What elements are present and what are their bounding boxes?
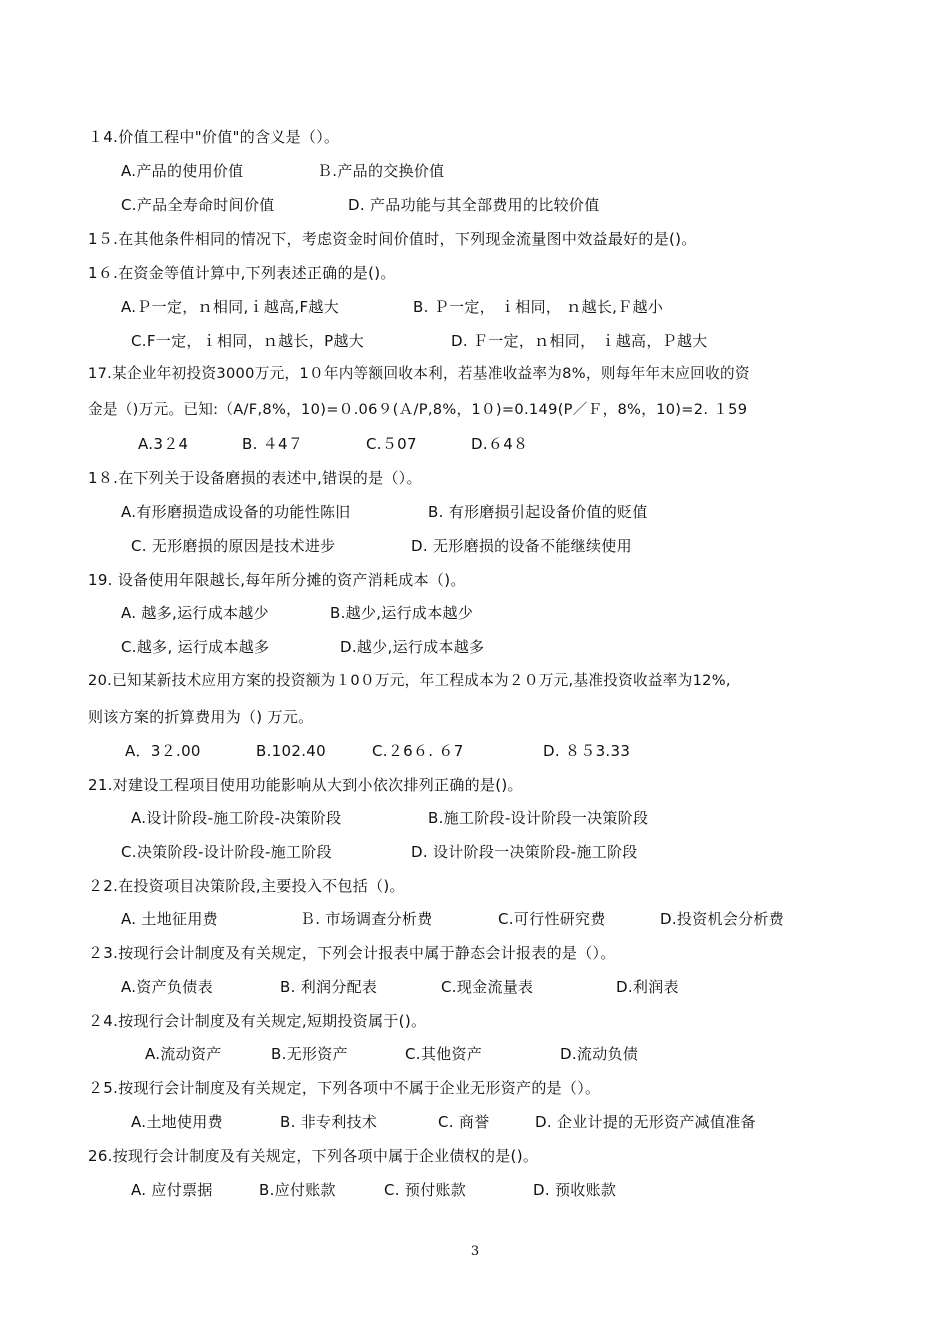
option-20-a: A．3２.00 [125, 742, 201, 760]
option-26-b: B.应付账款 [259, 1181, 336, 1199]
option-14-a: A.产品的使用价值 [121, 162, 244, 180]
option-22-b: Ｂ. 市场调查分析费 [300, 910, 433, 928]
option-23-a: A.资产负债表 [121, 978, 213, 996]
option-21-d: D. 设计阶段一决策阶段-施工阶段 [411, 843, 638, 861]
option-19-b: B.越少,运行成本越少 [330, 604, 474, 622]
question-14-stem: １4.价值工程中"价值"的含义是（）。 [88, 128, 340, 146]
option-17-c: C.５07 [366, 435, 417, 453]
option-16-a: A.Ｐ一定，ｎ相同,ｉ越高,F越大 [121, 298, 340, 316]
option-20-b: B.102.40 [256, 742, 326, 760]
question-20-stem-line-2: 则该方案的折算费用为（) 万元。 [88, 708, 314, 726]
question-23-stem: ２3.按现行会计制度及有关规定，下列会计报表中属于静态会计报表的是（）。 [88, 944, 616, 962]
option-25-b: B. 非专利技术 [280, 1113, 378, 1131]
option-21-c: C.决策阶段-设计阶段-施工阶段 [121, 843, 332, 861]
option-26-a: A. 应付票据 [131, 1181, 213, 1199]
question-18-stem: 1８.在下列关于设备磨损的表述中,错误的是（）。 [88, 469, 422, 487]
option-16-b: B. Ｐ一定， ｉ相同， ｎ越长,Ｆ越小 [413, 298, 664, 316]
option-26-c: C. 预付账款 [384, 1181, 467, 1199]
option-18-b: B. 有形磨损引起设备价值的贬值 [428, 503, 648, 521]
option-20-d: D. ８５3.33 [543, 742, 631, 760]
option-18-d: D. 无形磨损的设备不能继续使用 [411, 537, 632, 555]
option-14-d: D. 产品功能与其全部费用的比较价值 [348, 196, 600, 214]
option-17-d: D.６4８ [471, 435, 529, 453]
option-25-c: C. 商誉 [438, 1113, 490, 1131]
option-23-b: B. 利润分配表 [280, 978, 378, 996]
option-22-c: C.可行性研究费 [498, 910, 606, 928]
question-19-stem: 19. 设备使用年限越长,每年所分摊的资产消耗成本（)。 [88, 571, 466, 589]
question-21-stem: 21.对建设工程项目使用功能影响从大到小依次排列正确的是()。 [88, 776, 523, 794]
option-16-c: C.F一定，ｉ相同，ｎ越长，P越大 [131, 332, 365, 350]
question-24-stem: ２4.按现行会计制度及有关规定,短期投资属于()。 [88, 1012, 427, 1030]
option-25-d: D. 企业计提的无形资产减值准备 [535, 1113, 756, 1131]
option-17-b: B. ４4７ [242, 435, 304, 453]
option-21-b: B.施工阶段-设计阶段一决策阶段 [428, 809, 649, 827]
option-19-c: C.越多, 运行成本越多 [121, 638, 270, 656]
question-17-stem-line-2: 金是（)万元。已知:（A/F,8%，10)=０.06９(Ａ/P,8%，1０)=0.149(P／Ｆ，8%，10)=2. １59 [88, 401, 748, 418]
option-23-c: C.现金流量表 [441, 978, 534, 996]
option-19-a: A. 越多,运行成本越少 [121, 604, 269, 622]
option-24-b: B.无形资产 [271, 1045, 348, 1063]
question-22-stem: ２2.在投资项目决策阶段,主要投入不包括（)。 [88, 877, 405, 895]
question-16-stem: 1６.在资金等值计算中,下列表述正确的是()。 [88, 264, 396, 282]
option-22-a: A. 土地征用费 [121, 910, 218, 928]
option-18-c: C. 无形磨损的原因是技术进步 [131, 537, 336, 555]
page-number: 3 [470, 1244, 480, 1259]
option-22-d: D.投资机会分析费 [660, 910, 785, 928]
option-19-d: D.越少,运行成本越多 [340, 638, 485, 656]
option-26-d: D. 预收账款 [533, 1181, 617, 1199]
option-21-a: A.设计阶段-施工阶段-决策阶段 [131, 809, 342, 827]
question-15-stem: 1５.在其他条件相同的情况下，考虑资金时间价值时，下列现金流量图中效益最好的是()。 [88, 230, 697, 248]
option-14-c: C.产品全寿命时间价值 [121, 196, 275, 214]
option-18-a: A.有形磨损造成设备的功能性陈旧 [121, 503, 351, 521]
option-16-d: D. Ｆ一定，ｎ相同， ｉ越高，Ｐ越大 [451, 332, 708, 350]
question-17-stem-line-1: 17.某企业年初投资3000万元，1０年内等额回收本利，若基准收益率为8%，则每年年末应回收的资 [88, 365, 750, 382]
option-25-a: A.土地使用费 [131, 1113, 223, 1131]
question-26-stem: 26.按现行会计制度及有关规定，下列各项中属于企业债权的是()。 [88, 1147, 539, 1165]
option-24-c: C.其他资产 [405, 1045, 483, 1063]
option-14-b: Ｂ.产品的交换价值 [317, 162, 445, 180]
question-20-stem-line-1: 20.已知某新技术应用方案的投资额为１0０万元，年工程成本为２０万元,基准投资收益率为12%, [88, 672, 731, 689]
option-24-a: A.流动资产 [145, 1045, 222, 1063]
option-20-c: C.２6６. ６7 [372, 742, 464, 760]
question-25-stem: ２5.按现行会计制度及有关规定，下列各项中不属于企业无形资产的是（）。 [88, 1079, 601, 1097]
option-23-d: D.利润表 [616, 978, 679, 996]
option-17-a: A.3２4 [138, 435, 189, 453]
option-24-d: D.流动负债 [560, 1045, 639, 1063]
